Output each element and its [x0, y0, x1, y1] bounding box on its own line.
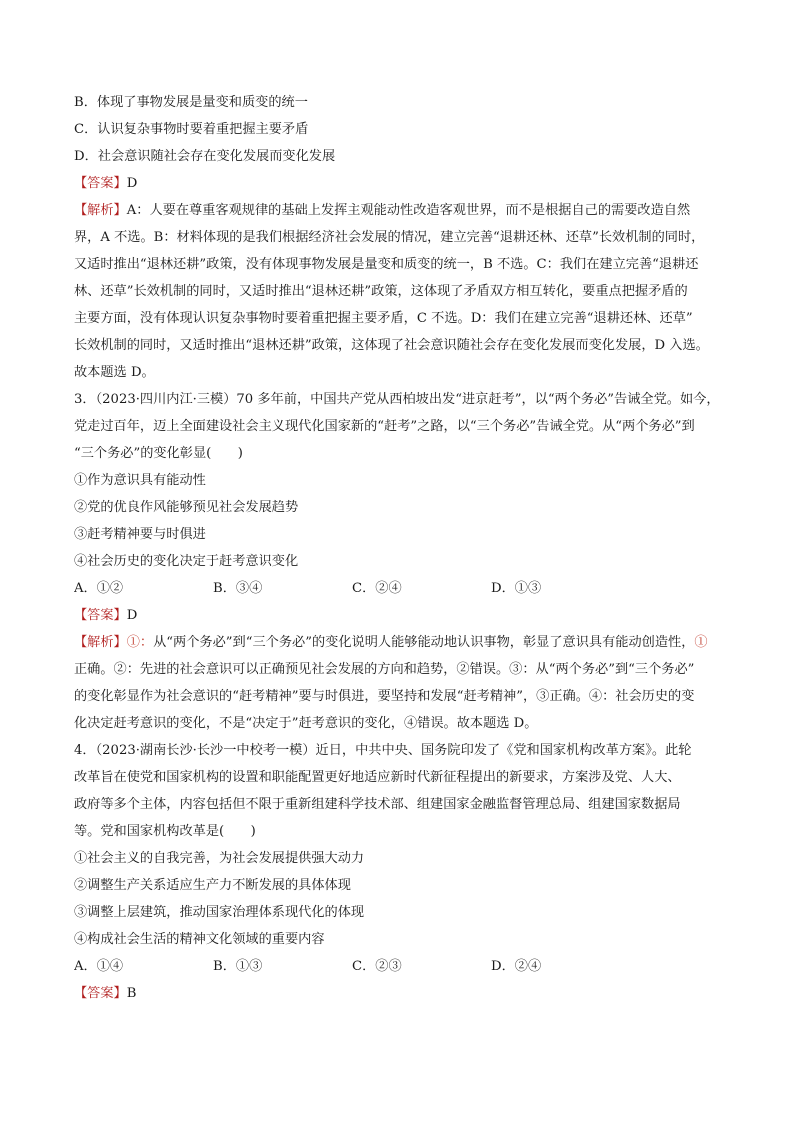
question-4-stem	[74, 737, 726, 845]
question-2-analysis	[74, 197, 726, 386]
statement-item: ②党的优良作风能够预见社会发展趋势	[74, 500, 299, 515]
statement-item: ④社会历史的变化决定于赶考意识变化	[74, 554, 299, 569]
analysis-line: 又适时推出“退林还耕”政策，没有体现事物发展是量变和质变的统一，B 不选。C：我们在建立完善“退耕还	[74, 257, 699, 272]
analysis-tag: 【解析】	[74, 635, 127, 650]
stem-line: 政府等多个主体，内容包括但不限于重新组建科学技术部、组建国家金融监督管理总局、组建国家数据局	[74, 797, 681, 812]
question-3-analysis	[74, 629, 726, 737]
question-3-stem	[74, 386, 726, 467]
question-2-answer	[74, 170, 726, 197]
document-page	[74, 89, 726, 1007]
answer-tag: 【答案】	[74, 986, 127, 1001]
answer-tag: 【答案】	[74, 176, 127, 191]
choice-c: C．②④	[352, 581, 402, 596]
answer-value: D	[126, 608, 138, 623]
answer-tag: 【答案】	[74, 608, 127, 623]
analysis-line: 林、还草”长效机制的同时，又适时推出“退林还耕”政策，这体现了矛盾双方相互转化，要重点把握矛盾的	[74, 284, 688, 299]
question-4-choices	[74, 953, 726, 980]
statement-item: ④构成社会生活的精神文化领域的重要内容	[74, 932, 325, 947]
statement-item: ③赶考精神要与时俱进	[74, 527, 206, 542]
question-3-choices	[74, 575, 726, 602]
question-3-answer	[74, 602, 726, 629]
analysis-line: 【解析】①：从“两个务必”到“三个务必”的变化说明人能够能动地认识事物，彰显了意识具有能动创造性，①	[74, 635, 708, 650]
choice-a: A．①②	[74, 581, 124, 596]
analysis-line: 界，A 不选。B：材料体现的是我们根据经济社会发展的情况，建立完善“退耕还林、还草”长效机制的同时，	[74, 230, 705, 245]
analysis-line: 化决定赶考意识的变化，不是“决定于”赶考意识的变化，④错误。故本题选 D。	[74, 716, 538, 731]
analysis-line: 长效机制的同时，又适时推出“退林还耕”政策，这体现了社会意识随社会存在变化发展而变化发展，D 入选。	[74, 338, 709, 353]
choice-b: B．①③	[213, 959, 263, 974]
stem-line: 3．（2023·四川内江·三模）70 多年前，中国共产党从西柏坡出发“进京赶考”，以“两个务必”告诫全党。如今，	[74, 392, 720, 407]
question-2-options	[74, 89, 726, 170]
analysis-line: 的变化彰显作为社会意识的“赶考精神”要与时俱进，要坚持和发展“赶考精神”，③正确。④：社会历史的变	[74, 689, 695, 704]
question-3-items	[74, 467, 726, 575]
stem-line: 4．（2023·湖南长沙·长沙一中校考一模）近日，中共中央、国务院印发了《党和国家机构改革方案》。此轮	[74, 743, 692, 758]
choice-a: A．①④	[74, 959, 124, 974]
statement-item: ①作为意识具有能动性	[74, 473, 206, 488]
stem-line: “三个务必”的变化彰显( )	[74, 446, 243, 461]
choice-c: C．②③	[352, 959, 402, 974]
analysis-line: 主要方面，没有体现认识复杂事物时要着重把握主要矛盾，C 不选。D：我们在建立完善“退耕还林、还草”	[74, 311, 693, 326]
stem-line: 党走过百年，迈上全面建设社会主义现代化国家新的“赶考”之路，以“三个务必”告诫全党。从“两个务必”到	[74, 419, 695, 434]
stem-line: 改革旨在使党和国家机构的设置和职能配置更好地适应新时代新征程提出的新要求，方案涉及党、人大、	[74, 770, 681, 785]
analysis-line: 正确。②：先进的社会意识可以正确预见社会发展的方向和趋势，②错误。③：从“两个务必”到“三个务必”	[74, 662, 695, 677]
choice-d: D．①③	[491, 581, 542, 596]
option-d: D．社会意识随社会存在变化发展而变化发展	[74, 149, 336, 164]
question-4-answer	[74, 980, 726, 1007]
question-4-items	[74, 845, 726, 953]
analysis-tag: 【解析】	[74, 203, 127, 218]
statement-item: ③调整上层建筑，推动国家治理体系现代化的体现	[74, 905, 365, 920]
option-c: C．认识复杂事物时要着重把握主要矛盾	[74, 122, 309, 137]
analysis-line: 【解析】A：人要在尊重客观规律的基础上发挥主观能动性改造客观世界，而不是根据自己的需要改造自然	[74, 203, 691, 218]
option-b: B．体现了事物发展是量变和质变的统一	[74, 95, 308, 110]
analysis-line: 故本题选 D。	[74, 365, 155, 380]
choice-b: B．③④	[213, 581, 263, 596]
choice-d: D．②④	[491, 959, 542, 974]
answer-value: B	[126, 986, 137, 1001]
statement-item: ②调整生产关系适应生产力不断发展的具体体现	[74, 878, 351, 893]
statement-item: ①社会主义的自我完善，为社会发展提供强大动力	[74, 851, 365, 866]
stem-line: 等。党和国家机构改革是( )	[74, 824, 256, 839]
answer-value: D	[126, 176, 138, 191]
